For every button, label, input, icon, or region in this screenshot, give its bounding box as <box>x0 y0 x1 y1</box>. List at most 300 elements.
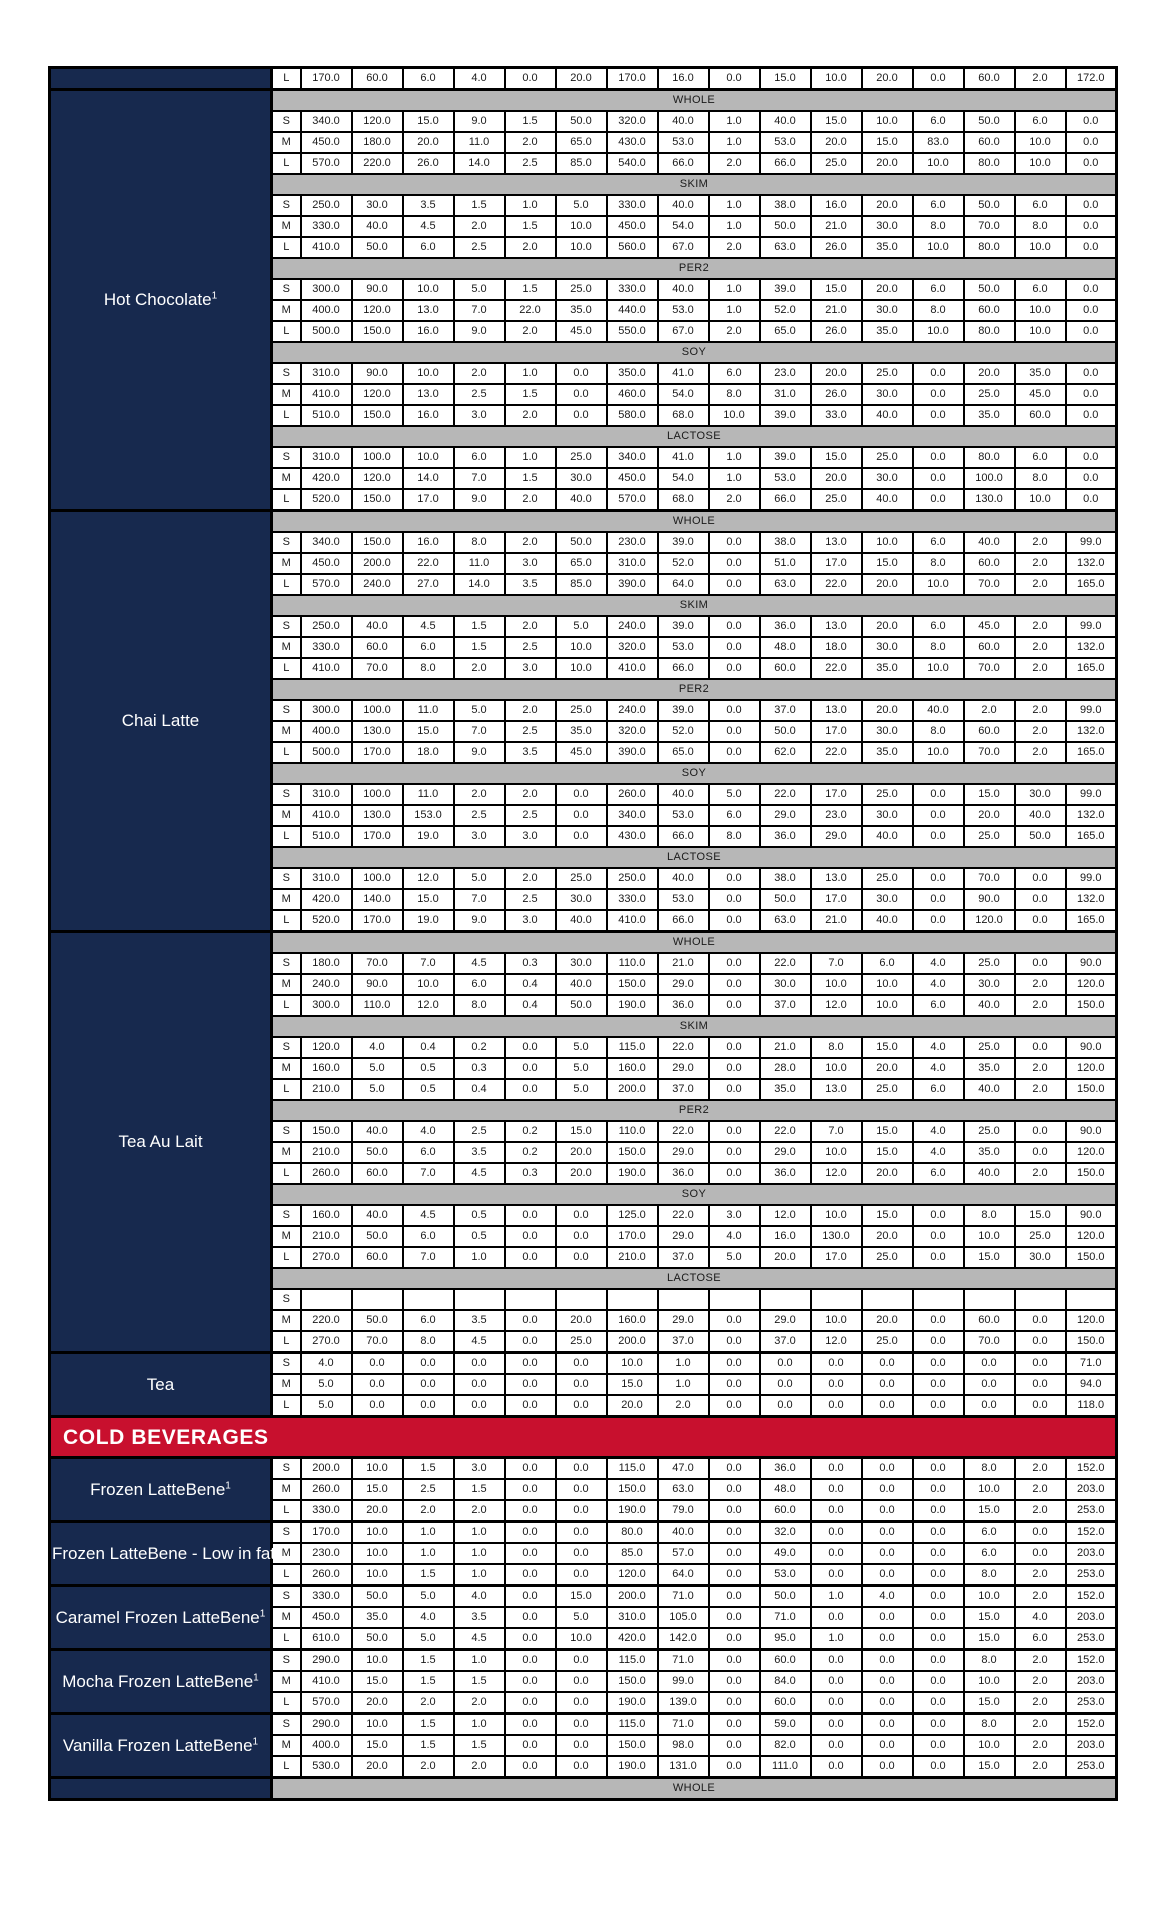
value-cell: 60.0 <box>1015 405 1066 426</box>
value-cell: 200.0 <box>607 1079 658 1100</box>
size-cell: L <box>272 910 301 932</box>
value-cell: 30.0 <box>862 384 913 405</box>
value-cell: 100.0 <box>964 468 1015 489</box>
value-cell: 30.0 <box>1015 1247 1066 1268</box>
value-cell: 152.0 <box>1066 1714 1117 1736</box>
value-cell: 50.0 <box>964 195 1015 216</box>
value-cell: 29.0 <box>811 826 862 847</box>
value-cell: 54.0 <box>658 468 709 489</box>
value-cell: 0.2 <box>505 1142 556 1163</box>
value-cell: 39.0 <box>760 447 811 468</box>
beverage-label: Chai Latte <box>50 511 272 932</box>
value-cell: 10.0 <box>811 68 862 90</box>
milk-type-header: WHOLE <box>272 90 1117 112</box>
value-cell: 0.0 <box>1066 237 1117 258</box>
value-cell: 6.0 <box>1015 447 1066 468</box>
size-cell: L <box>272 1163 301 1184</box>
value-cell: 1.5 <box>403 1671 454 1692</box>
value-cell: 16.0 <box>760 1226 811 1247</box>
value-cell: 15.0 <box>964 784 1015 805</box>
value-cell: 220.0 <box>352 153 403 174</box>
value-cell: 2.0 <box>505 405 556 426</box>
value-cell: 330.0 <box>607 195 658 216</box>
value-cell: 190.0 <box>607 1500 658 1522</box>
value-cell: 3.5 <box>403 195 454 216</box>
value-cell: 0.0 <box>556 1650 607 1672</box>
value-cell: 10.0 <box>964 1226 1015 1247</box>
value-cell: 0.0 <box>505 1543 556 1564</box>
value-cell: 52.0 <box>760 300 811 321</box>
value-cell: 0.0 <box>505 1247 556 1268</box>
size-cell: M <box>272 805 301 826</box>
value-cell: 50.0 <box>760 721 811 742</box>
value-cell: 13.0 <box>811 532 862 553</box>
value-cell: 50.0 <box>556 111 607 132</box>
value-cell: 0.0 <box>913 1458 964 1480</box>
value-cell: 60.0 <box>760 1692 811 1714</box>
value-cell: 82.0 <box>760 1735 811 1756</box>
value-cell: 7.0 <box>403 953 454 974</box>
value-cell: 5.0 <box>556 1079 607 1100</box>
value-cell: 0.0 <box>1066 447 1117 468</box>
value-cell: 22.0 <box>760 784 811 805</box>
value-cell: 15.0 <box>403 721 454 742</box>
beverage-label-partial <box>50 1778 272 1800</box>
value-cell: 10.0 <box>1015 153 1066 174</box>
value-cell: 0.0 <box>1066 468 1117 489</box>
value-cell: 29.0 <box>658 1058 709 1079</box>
size-cell: L <box>272 321 301 342</box>
value-cell: 0.0 <box>505 1607 556 1628</box>
value-cell: 10.0 <box>862 111 913 132</box>
value-cell: 10.0 <box>556 216 607 237</box>
value-cell: 0.0 <box>811 1522 862 1544</box>
value-cell: 98.0 <box>658 1735 709 1756</box>
value-cell: 0.0 <box>709 1692 760 1714</box>
value-cell: 53.0 <box>760 1564 811 1586</box>
value-cell: 5.0 <box>454 279 505 300</box>
value-cell: 10.0 <box>403 279 454 300</box>
value-cell: 33.0 <box>811 405 862 426</box>
value-cell: 0.0 <box>862 1671 913 1692</box>
value-cell: 6.0 <box>709 363 760 384</box>
value-cell: 150.0 <box>352 532 403 553</box>
value-cell: 320.0 <box>607 111 658 132</box>
value-cell: 90.0 <box>352 974 403 995</box>
value-cell: 15.0 <box>811 447 862 468</box>
size-cell: M <box>272 1058 301 1079</box>
value-cell: 15.0 <box>964 1756 1015 1778</box>
value-cell: 7.0 <box>454 468 505 489</box>
value-cell: 0.0 <box>709 1163 760 1184</box>
value-cell: 0.0 <box>913 1395 964 1417</box>
value-cell: 7.0 <box>454 300 505 321</box>
size-cell: M <box>272 637 301 658</box>
size-cell: L <box>272 1331 301 1353</box>
value-cell: 29.0 <box>658 1226 709 1247</box>
value-cell: 12.0 <box>760 1205 811 1226</box>
value-cell: 125.0 <box>607 1205 658 1226</box>
value-cell: 6.0 <box>403 1142 454 1163</box>
value-cell: 410.0 <box>301 237 352 258</box>
value-cell: 2.0 <box>505 489 556 511</box>
value-cell: 15.0 <box>862 553 913 574</box>
value-cell: 51.0 <box>760 553 811 574</box>
value-cell: 15.0 <box>403 889 454 910</box>
value-cell: 10.0 <box>709 405 760 426</box>
size-cell: L <box>272 742 301 763</box>
value-cell: 132.0 <box>1066 553 1117 574</box>
value-cell: 10.0 <box>913 574 964 595</box>
value-cell: 30.0 <box>862 721 913 742</box>
value-cell: 37.0 <box>658 1079 709 1100</box>
value-cell: 0.0 <box>505 1310 556 1331</box>
value-cell: 0.0 <box>352 1395 403 1417</box>
value-cell: 90.0 <box>1066 1205 1117 1226</box>
value-cell: 4.0 <box>913 974 964 995</box>
value-cell: 5.0 <box>709 1247 760 1268</box>
value-cell: 0.0 <box>556 784 607 805</box>
value-cell: 118.0 <box>1066 1395 1117 1417</box>
value-cell: 2.5 <box>505 889 556 910</box>
value-cell: 25.0 <box>862 1331 913 1353</box>
value-cell: 8.0 <box>964 1458 1015 1480</box>
milk-type-header: SKIM <box>272 174 1117 195</box>
value-cell: 1.5 <box>505 468 556 489</box>
value-cell: 8.0 <box>913 300 964 321</box>
value-cell: 20.0 <box>811 468 862 489</box>
value-cell: 8.0 <box>964 1205 1015 1226</box>
value-cell: 0.0 <box>760 1374 811 1395</box>
value-cell: 2.0 <box>454 658 505 679</box>
size-cell: M <box>272 721 301 742</box>
value-cell: 0.0 <box>556 384 607 405</box>
value-cell: 21.0 <box>811 216 862 237</box>
value-cell: 36.0 <box>760 616 811 637</box>
value-cell: 0.0 <box>913 489 964 511</box>
value-cell: 29.0 <box>658 974 709 995</box>
size-cell: S <box>272 868 301 889</box>
value-cell: 2.0 <box>1015 637 1066 658</box>
value-cell: 142.0 <box>658 1628 709 1650</box>
value-cell: 40.0 <box>658 279 709 300</box>
milk-type-header: SKIM <box>272 1016 1117 1037</box>
size-cell: S <box>272 1458 301 1480</box>
value-cell: 0.0 <box>556 1395 607 1417</box>
value-cell: 70.0 <box>964 742 1015 763</box>
value-cell: 300.0 <box>301 700 352 721</box>
value-cell: 1.5 <box>454 637 505 658</box>
value-cell: 400.0 <box>301 721 352 742</box>
value-cell: 4.0 <box>454 1586 505 1608</box>
value-cell: 1.0 <box>709 111 760 132</box>
value-cell: 50.0 <box>352 1310 403 1331</box>
value-cell: 64.0 <box>658 574 709 595</box>
value-cell: 35.0 <box>862 237 913 258</box>
value-cell: 340.0 <box>301 532 352 553</box>
value-cell: 0.0 <box>811 1500 862 1522</box>
value-cell: 0.0 <box>505 68 556 90</box>
value-cell: 40.0 <box>913 700 964 721</box>
value-cell: 190.0 <box>607 1692 658 1714</box>
value-cell: 50.0 <box>1015 826 1066 847</box>
value-cell: 152.0 <box>1066 1522 1117 1544</box>
value-cell: 172.0 <box>1066 68 1117 90</box>
value-cell: 580.0 <box>607 405 658 426</box>
milk-type-header: SOY <box>272 1184 1117 1205</box>
value-cell: 330.0 <box>607 889 658 910</box>
value-cell: 4.0 <box>913 1121 964 1142</box>
value-cell: 132.0 <box>1066 805 1117 826</box>
value-cell: 153.0 <box>403 805 454 826</box>
value-cell: 0.0 <box>913 1735 964 1756</box>
value-cell: 0.0 <box>1066 195 1117 216</box>
value-cell: 25.0 <box>811 153 862 174</box>
value-cell: 6.0 <box>403 237 454 258</box>
value-cell: 66.0 <box>760 489 811 511</box>
value-cell: 30.0 <box>556 889 607 910</box>
value-cell: 50.0 <box>352 1628 403 1650</box>
value-cell: 450.0 <box>301 132 352 153</box>
value-cell: 5.0 <box>556 1607 607 1628</box>
value-cell: 36.0 <box>658 995 709 1016</box>
value-cell: 1.0 <box>658 1353 709 1375</box>
size-cell: M <box>272 132 301 153</box>
value-cell: 40.0 <box>760 111 811 132</box>
value-cell: 20.0 <box>862 1058 913 1079</box>
value-cell: 150.0 <box>1066 1247 1117 1268</box>
value-cell: 105.0 <box>658 1607 709 1628</box>
value-cell: 10.0 <box>403 363 454 384</box>
value-cell: 350.0 <box>607 363 658 384</box>
value-cell: 530.0 <box>301 1756 352 1778</box>
value-cell: 6.0 <box>913 195 964 216</box>
value-cell: 0.0 <box>709 1037 760 1058</box>
value-cell: 0.0 <box>913 1374 964 1395</box>
value-cell: 0.0 <box>913 826 964 847</box>
value-cell: 99.0 <box>1066 616 1117 637</box>
value-cell: 4.5 <box>454 1331 505 1353</box>
value-cell: 2.0 <box>1015 1735 1066 1756</box>
value-cell: 5.0 <box>454 868 505 889</box>
value-cell: 37.0 <box>658 1331 709 1353</box>
value-cell: 0.0 <box>352 1374 403 1395</box>
value-cell: 2.5 <box>454 805 505 826</box>
milk-type-header: SOY <box>272 342 1117 363</box>
value-cell: 0.0 <box>862 1607 913 1628</box>
value-cell: 40.0 <box>862 910 913 932</box>
value-cell: 20.0 <box>352 1500 403 1522</box>
value-cell: 0.0 <box>811 1692 862 1714</box>
size-cell: S <box>272 1353 301 1375</box>
value-cell: 1.5 <box>403 1650 454 1672</box>
value-cell: 131.0 <box>658 1756 709 1778</box>
size-cell: L <box>272 237 301 258</box>
value-cell: 5.0 <box>556 1037 607 1058</box>
value-cell: 2.0 <box>505 321 556 342</box>
value-cell: 45.0 <box>556 742 607 763</box>
value-cell: 8.0 <box>709 384 760 405</box>
value-cell: 9.0 <box>454 321 505 342</box>
value-cell: 520.0 <box>301 910 352 932</box>
value-cell: 35.0 <box>862 658 913 679</box>
value-cell: 10.0 <box>352 1650 403 1672</box>
value-cell: 4.0 <box>862 1586 913 1608</box>
value-cell: 0.0 <box>862 1479 913 1500</box>
value-cell: 0.0 <box>913 1522 964 1544</box>
value-cell: 70.0 <box>964 574 1015 595</box>
value-cell: 16.0 <box>403 321 454 342</box>
value-cell: 2.0 <box>709 237 760 258</box>
value-cell: 165.0 <box>1066 910 1117 932</box>
value-cell: 310.0 <box>607 1607 658 1628</box>
value-cell: 13.0 <box>811 616 862 637</box>
value-cell: 0.0 <box>709 1479 760 1500</box>
value-cell: 1.5 <box>403 1714 454 1736</box>
size-cell: S <box>272 447 301 468</box>
value-cell: 165.0 <box>1066 826 1117 847</box>
size-cell: M <box>272 889 301 910</box>
size-cell: S <box>272 1650 301 1672</box>
value-cell: 48.0 <box>760 637 811 658</box>
value-cell: 450.0 <box>301 553 352 574</box>
value-cell: 130.0 <box>352 805 403 826</box>
value-cell: 120.0 <box>964 910 1015 932</box>
value-cell <box>352 1289 403 1310</box>
size-cell: S <box>272 1586 301 1608</box>
size-cell: L <box>272 826 301 847</box>
value-cell: 0.0 <box>556 1671 607 1692</box>
value-cell: 300.0 <box>301 995 352 1016</box>
value-cell: 1.0 <box>403 1522 454 1544</box>
value-cell: 120.0 <box>301 1037 352 1058</box>
value-cell: 94.0 <box>1066 1374 1117 1395</box>
value-cell: 10.0 <box>811 1310 862 1331</box>
value-cell: 340.0 <box>301 111 352 132</box>
value-cell: 90.0 <box>352 363 403 384</box>
value-cell: 64.0 <box>658 1564 709 1586</box>
value-cell: 0.0 <box>862 1543 913 1564</box>
value-cell: 20.0 <box>862 153 913 174</box>
value-cell: 7.0 <box>811 1121 862 1142</box>
value-cell: 12.0 <box>403 995 454 1016</box>
value-cell: 120.0 <box>1066 1226 1117 1247</box>
value-cell: 0.0 <box>505 1650 556 1672</box>
value-cell: 50.0 <box>964 279 1015 300</box>
value-cell: 7.0 <box>403 1163 454 1184</box>
value-cell: 60.0 <box>760 1650 811 1672</box>
value-cell: 0.0 <box>454 1374 505 1395</box>
value-cell: 150.0 <box>607 974 658 995</box>
value-cell: 3.0 <box>505 910 556 932</box>
value-cell: 100.0 <box>352 784 403 805</box>
value-cell: 0.0 <box>505 1226 556 1247</box>
value-cell: 0.0 <box>709 1564 760 1586</box>
value-cell: 0.0 <box>709 1142 760 1163</box>
value-cell: 0.0 <box>556 1714 607 1736</box>
value-cell: 0.0 <box>505 1479 556 1500</box>
value-cell: 250.0 <box>607 868 658 889</box>
value-cell: 65.0 <box>760 321 811 342</box>
size-cell: M <box>272 1543 301 1564</box>
value-cell: 13.0 <box>403 384 454 405</box>
value-cell: 90.0 <box>352 279 403 300</box>
value-cell: 15.0 <box>1015 1205 1066 1226</box>
value-cell: 310.0 <box>301 363 352 384</box>
value-cell: 0.0 <box>1015 1121 1066 1142</box>
value-cell: 6.0 <box>913 279 964 300</box>
value-cell: 0.0 <box>709 1121 760 1142</box>
value-cell: 0.0 <box>709 700 760 721</box>
value-cell: 15.0 <box>862 1121 913 1142</box>
value-cell: 0.0 <box>811 1564 862 1586</box>
value-cell: 5.0 <box>403 1586 454 1608</box>
value-cell: 19.0 <box>403 910 454 932</box>
value-cell: 0.2 <box>505 1121 556 1142</box>
value-cell: 1.5 <box>454 195 505 216</box>
value-cell: 30.0 <box>556 953 607 974</box>
value-cell: 4.5 <box>454 1628 505 1650</box>
value-cell: 23.0 <box>811 805 862 826</box>
value-cell: 115.0 <box>607 1037 658 1058</box>
value-cell: 99.0 <box>1066 868 1117 889</box>
value-cell: 130.0 <box>964 489 1015 511</box>
footnote-marker: 1 <box>275 1544 281 1556</box>
value-cell <box>811 1289 862 1310</box>
value-cell: 60.0 <box>964 1310 1015 1331</box>
beverage-label: Frozen LatteBene$^1$ <box>50 1458 272 1522</box>
beverage-label: Tea Au Lait <box>50 932 272 1353</box>
value-cell: 0.0 <box>913 1564 964 1586</box>
value-cell: 17.0 <box>811 1247 862 1268</box>
value-cell: 45.0 <box>964 616 1015 637</box>
value-cell: 6.0 <box>913 995 964 1016</box>
value-cell: 150.0 <box>1066 995 1117 1016</box>
value-cell: 0.0 <box>505 1692 556 1714</box>
value-cell: 15.0 <box>964 1628 1015 1650</box>
value-cell: 0.0 <box>913 384 964 405</box>
value-cell: 10.0 <box>1015 321 1066 342</box>
value-cell: 10.0 <box>811 974 862 995</box>
value-cell: 0.0 <box>913 1586 964 1608</box>
value-cell: 1.0 <box>709 300 760 321</box>
value-cell: 25.0 <box>556 1331 607 1353</box>
value-cell: 120.0 <box>607 1564 658 1586</box>
value-cell: 3.0 <box>709 1205 760 1226</box>
value-cell: 115.0 <box>607 1458 658 1480</box>
value-cell: 0.0 <box>913 1205 964 1226</box>
value-cell: 10.0 <box>811 1058 862 1079</box>
value-cell: 20.0 <box>862 68 913 90</box>
value-cell: 57.0 <box>658 1543 709 1564</box>
value-cell: 35.0 <box>964 1142 1015 1163</box>
value-cell: 250.0 <box>301 616 352 637</box>
value-cell: 152.0 <box>1066 1586 1117 1608</box>
value-cell: 22.0 <box>760 953 811 974</box>
value-cell: 8.0 <box>964 1564 1015 1586</box>
value-cell: 0.4 <box>403 1037 454 1058</box>
value-cell: 66.0 <box>760 153 811 174</box>
value-cell: 12.0 <box>811 1331 862 1353</box>
value-cell: 220.0 <box>301 1310 352 1331</box>
value-cell: 2.0 <box>1015 1714 1066 1736</box>
value-cell: 1.0 <box>709 468 760 489</box>
value-cell: 16.0 <box>811 195 862 216</box>
value-cell: 260.0 <box>301 1163 352 1184</box>
value-cell: 0.0 <box>403 1353 454 1375</box>
value-cell: 400.0 <box>301 300 352 321</box>
value-cell: 35.0 <box>352 1607 403 1628</box>
